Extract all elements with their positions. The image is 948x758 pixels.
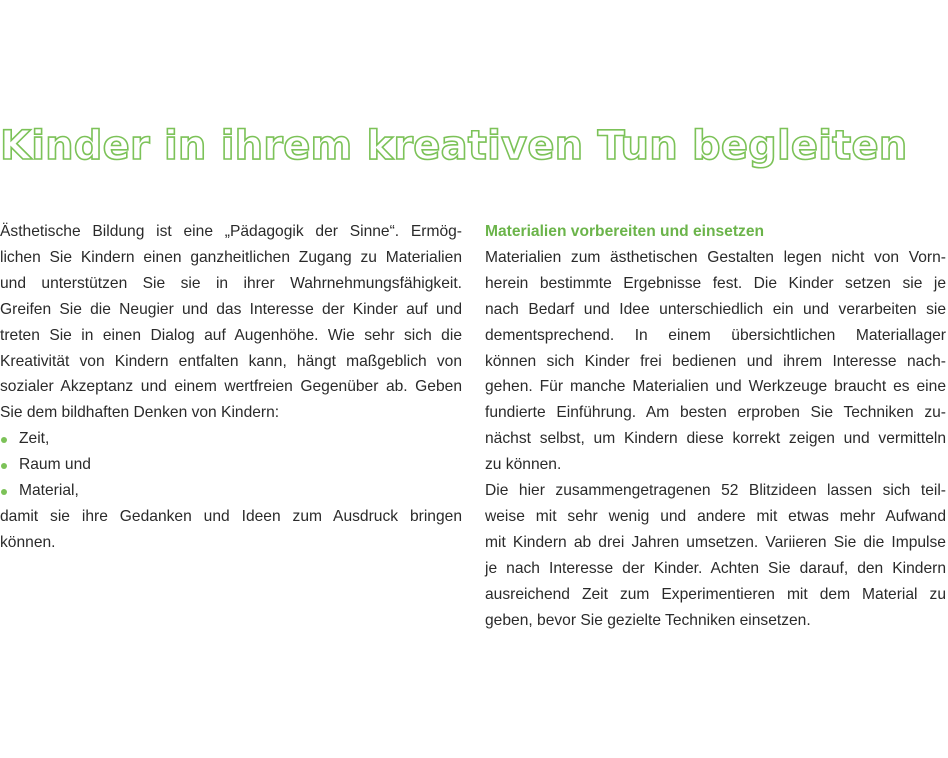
text-line: zu können. <box>485 456 562 474</box>
materials-paragraph <box>485 245 946 478</box>
text-line: Die hier zusammengetragenen 52 Blitzideen lassen sich teil- <box>485 482 946 500</box>
text-line: ausreichend Zeit zum Experimentieren mit dem Material zu <box>485 585 946 603</box>
list-item <box>0 426 462 452</box>
text-line: weise mit sehr wenig und andere mit etwas mehr Aufwand <box>485 507 946 525</box>
bullet-icon <box>1 437 7 443</box>
text-line: und unterstützen Sie sie in ihrer Wahrnehmungsfähigkeit. <box>0 274 462 292</box>
right-column <box>485 219 946 634</box>
text-line: Kreativität von Kindern entfalten kann, hängt maßgeblich von <box>0 352 462 370</box>
text-line: nach Bedarf und Idee unterschiedlich ein und verarbeiten sie <box>485 300 946 318</box>
text-line: gehen. Für manche Materialien und Werkzeuge braucht es eine <box>485 378 946 396</box>
outro-paragraph <box>0 504 462 556</box>
bullet-icon <box>1 489 7 495</box>
bullet-icon <box>1 463 7 469</box>
list-item-label: Raum und <box>19 456 91 474</box>
text-line: geben, bevor Sie gezielte Techniken einsetzen. <box>485 611 811 629</box>
text-line: je nach Interesse der Kinder. Achten Sie darauf, den Kindern <box>485 559 946 577</box>
text-line: Materialien zum ästhetischen Gestalten legen nicht von Vorn- <box>485 248 946 266</box>
intro-paragraph <box>0 219 462 426</box>
text-line: sozialer Akzeptanz und einem wertfreien Gegenüber ab. Geben <box>0 378 462 396</box>
text-line: lichen Sie Kindern einen ganzheitlichen Zugang zu Materialien <box>0 248 462 266</box>
text-line: herein bestimmte Ergebnisse fest. Die Kinder setzen sie je <box>485 274 946 292</box>
list-item-label: Zeit, <box>19 430 50 448</box>
list-item <box>0 478 462 504</box>
text-line: können sich Kinder frei bedienen und ihrem Interesse nach- <box>485 352 946 370</box>
ideas-paragraph <box>485 478 946 633</box>
text-line: treten Sie in einen Dialog auf Augenhöhe. Wie sehr sich die <box>0 326 462 344</box>
text-line: mit Kindern ab drei Jahren umsetzen. Variieren Sie die Impulse <box>485 533 946 551</box>
text-line: dementsprechend. In einem übersichtlichen Materiallager <box>485 326 946 344</box>
text-line: nächst selbst, um Kindern diese korrekt zeigen und vermitteln <box>485 430 946 448</box>
section-heading: Materialien vorbereiten und einsetzen <box>485 223 765 240</box>
text-line: Greifen Sie die Neugier und das Interesse der Kinder auf und <box>0 300 462 318</box>
text-line: können. <box>0 533 56 551</box>
text-line: damit sie ihre Gedanken und Ideen zum Ausdruck bringen <box>0 507 462 525</box>
left-column <box>0 219 462 556</box>
text-line: Ästhetische Bildung ist eine „Pädagogik der Sinne“. Ermög- <box>0 223 462 240</box>
text-line: Sie dem bildhaften Denken von Kindern: <box>0 404 280 422</box>
text-line: fundierte Einführung. Am besten erproben Sie Techniken zu- <box>485 404 946 422</box>
list-item-label: Material, <box>19 482 79 500</box>
list-item <box>0 452 462 478</box>
bullet-list <box>0 426 462 504</box>
page-title: Kinder in ihrem kreativen Tun begleiten <box>0 123 908 169</box>
